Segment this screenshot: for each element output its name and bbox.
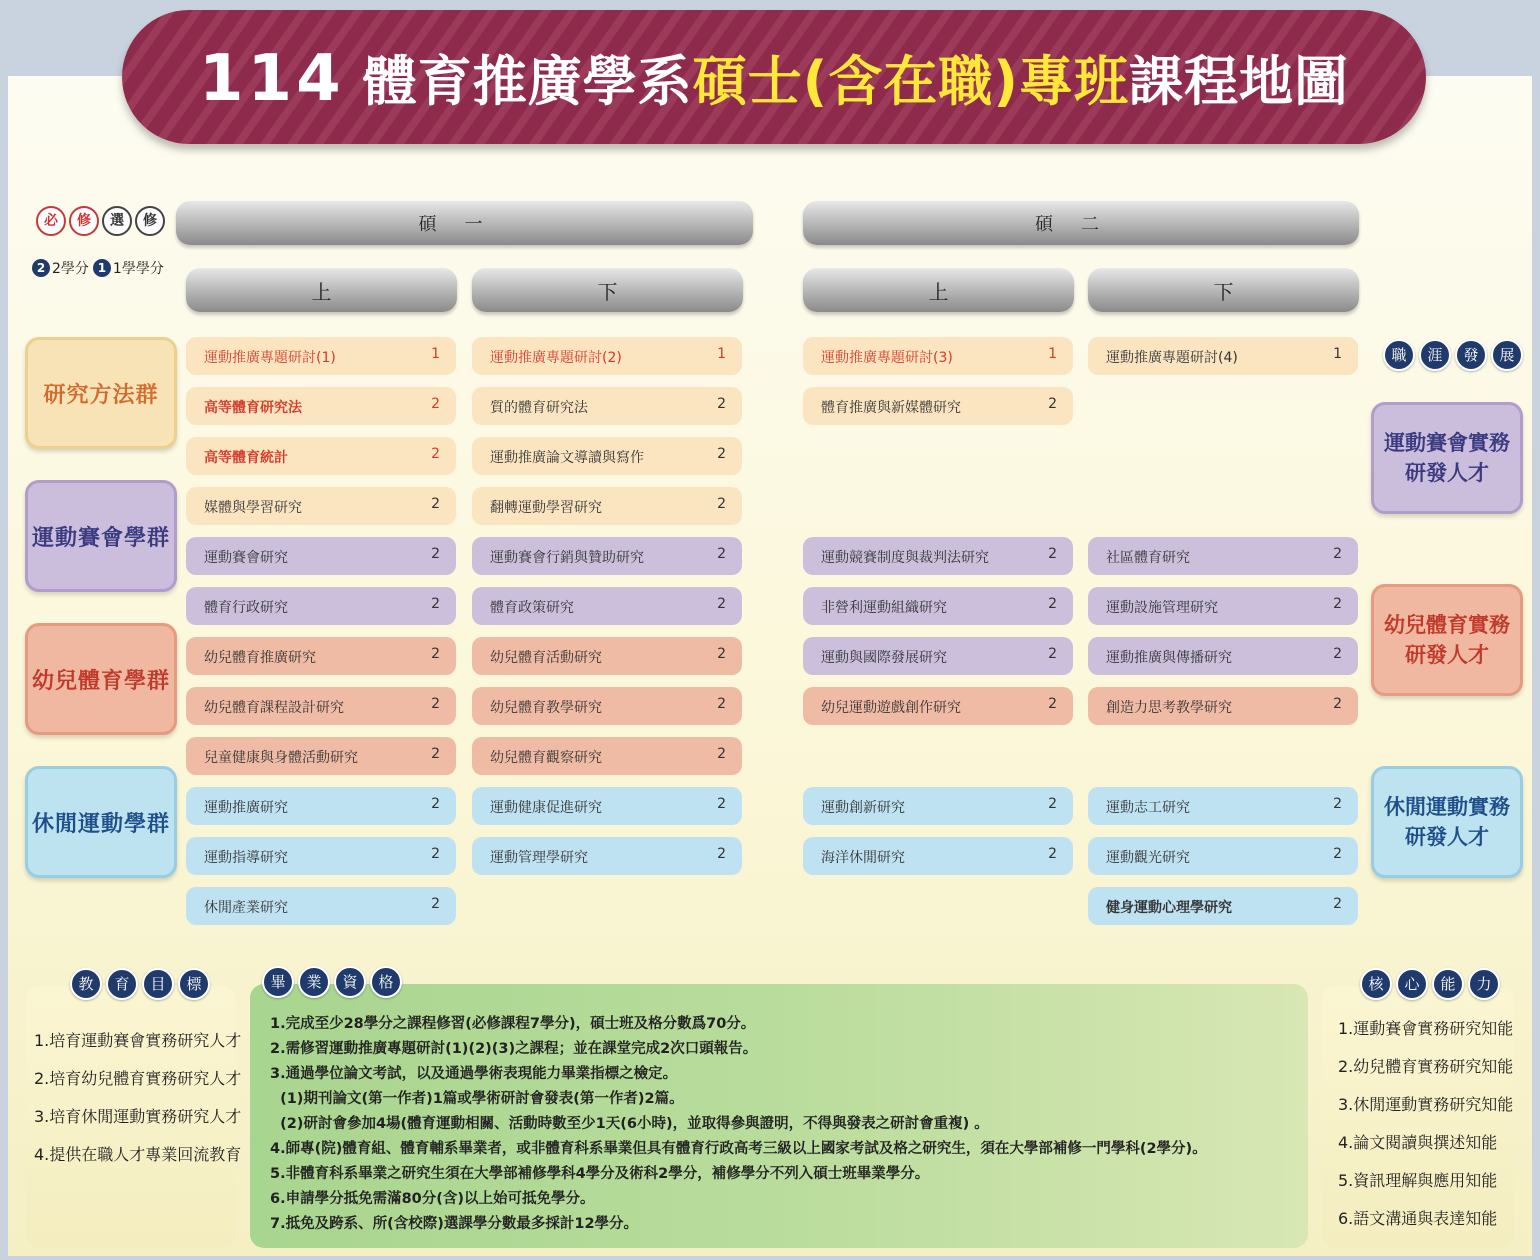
course-name: 體育行政研究	[204, 600, 288, 616]
core-item: 1.運動賽會實務研究知能	[1338, 1019, 1514, 1038]
semester-header-y2-upper: 上	[803, 268, 1074, 312]
course-credits: 2	[431, 396, 440, 412]
title-part3: 課程地圖	[1128, 49, 1349, 113]
course-credits: 2	[1048, 396, 1057, 412]
semester-header-y1-lower: 下	[472, 268, 743, 312]
core-title-char: 核	[1360, 968, 1392, 1000]
semester-header-y1-upper: 上	[186, 268, 457, 312]
graduation-line: 3.通過學位論文考試，以及通過學術表現能力畢業指標之檢定。	[270, 1066, 678, 1082]
credit-badge-1: 1	[93, 259, 111, 277]
credit-label-2: 2學分	[52, 261, 89, 277]
course-box	[186, 587, 456, 625]
education-title-char: 目	[142, 968, 174, 1000]
course-credits: 1	[431, 346, 440, 362]
group-leisure-sport: 休閒運動學群	[25, 766, 177, 878]
course-box	[186, 387, 456, 425]
course-name: 運動推廣專題研討(4)	[1106, 350, 1238, 366]
graduation-line: 7.抵免及跨系、所(含校際)選課學分數最多採計12學分。	[270, 1216, 639, 1232]
course-box	[186, 337, 456, 375]
core-title-char: 心	[1396, 968, 1428, 1000]
course-credits: 2	[431, 496, 440, 512]
core-item: 2.幼兒體育實務研究知能	[1338, 1057, 1514, 1076]
course-box	[472, 537, 742, 575]
course-box	[1088, 587, 1358, 625]
course-name: 運動觀光研究	[1106, 850, 1190, 866]
title-banner	[122, 10, 1426, 144]
course-box	[472, 737, 742, 775]
education-objectives-panel	[26, 975, 242, 1248]
graduation-title-char: 資	[334, 966, 366, 998]
career-title-char: 發	[1455, 339, 1487, 371]
course-box	[472, 687, 742, 725]
course-box	[1088, 837, 1358, 875]
legend-required-elective	[36, 206, 168, 236]
year-header-2: 碩二	[803, 201, 1359, 245]
course-box	[803, 587, 1073, 625]
course-name: 體育推廣與新媒體研究	[821, 400, 961, 416]
career-title-char: 涯	[1419, 339, 1451, 371]
course-credits: 2	[717, 546, 726, 562]
career-child-pe: 幼兒體育實務 研發人才	[1371, 584, 1523, 696]
course-box	[803, 337, 1073, 375]
course-box	[803, 637, 1073, 675]
education-title	[70, 968, 210, 1000]
course-credits: 2	[431, 646, 440, 662]
course-credits: 2	[717, 796, 726, 812]
course-box	[1088, 337, 1358, 375]
course-box	[803, 537, 1073, 575]
course-credits: 2	[431, 846, 440, 862]
course-box	[472, 337, 742, 375]
graduation-line: 4.師專(院)體育組、體育輔系畢業者，或非體育科系畢業但具有體育行政高考三級以上國家考試及格之研究生，須在大學部補修一門學科(2學分)。	[270, 1141, 1207, 1157]
course-name: 運動推廣研究	[204, 800, 288, 816]
title-number: 114	[199, 41, 345, 116]
course-box	[1088, 787, 1358, 825]
course-box	[472, 437, 742, 475]
graduation-line: 2.需修習運動推廣專題研討(1)(2)(3)之課程；並在課堂完成2次口頭報告。	[270, 1041, 758, 1057]
course-credits: 2	[1048, 596, 1057, 612]
course-box	[472, 487, 742, 525]
course-box	[472, 387, 742, 425]
course-name: 運動推廣專題研討(2)	[490, 350, 622, 366]
course-credits: 2	[431, 546, 440, 562]
course-box	[1088, 637, 1358, 675]
course-credits: 2	[717, 746, 726, 762]
course-name: 運動賽會行銷與贊助研究	[490, 550, 644, 566]
course-credits: 2	[1048, 796, 1057, 812]
course-name: 翻轉運動學習研究	[490, 500, 602, 516]
education-item: 4.提供在職人才專業回流教育	[34, 1145, 242, 1164]
graduation-line: (2)研討會參加4場(體育運動相關、活動時數至少1天(6小時)，並取得參與證明，不得與發表之研討會重複) 。	[270, 1116, 989, 1132]
group-child-pe: 幼兒體育學群	[25, 623, 177, 735]
year-header-1: 碩一	[176, 201, 753, 245]
course-box	[186, 437, 456, 475]
course-credits: 2	[717, 446, 726, 462]
career-leisure-sport: 休閒運動實務 研發人才	[1371, 766, 1523, 878]
course-name: 非營利運動組織研究	[821, 600, 947, 616]
course-name: 幼兒體育推廣研究	[204, 650, 316, 666]
legend-credits	[32, 258, 168, 278]
course-name: 運動推廣與傳播研究	[1106, 650, 1232, 666]
course-box	[472, 787, 742, 825]
course-name: 休閒產業研究	[204, 900, 288, 916]
core-title-char: 能	[1432, 968, 1464, 1000]
course-box	[186, 887, 456, 925]
course-box	[186, 737, 456, 775]
course-credits: 2	[717, 696, 726, 712]
course-credits: 2	[431, 896, 440, 912]
course-name: 體育政策研究	[490, 600, 574, 616]
course-name: 運動推廣專題研討(1)	[204, 350, 336, 366]
course-box	[472, 637, 742, 675]
core-item: 4.論文閱讀與撰述知能	[1338, 1133, 1498, 1152]
course-box	[472, 837, 742, 875]
course-name: 幼兒運動遊戲創作研究	[821, 700, 961, 716]
course-name: 健身運動心理學研究	[1106, 900, 1232, 916]
course-name: 運動設施管理研究	[1106, 600, 1218, 616]
course-name: 運動推廣論文導讀與寫作	[490, 450, 644, 466]
career-title	[1383, 339, 1523, 371]
course-credits: 2	[1048, 696, 1057, 712]
legend-ele-2: 修	[135, 206, 165, 236]
credit-label-1: 1學學分	[112, 261, 164, 277]
course-box	[186, 537, 456, 575]
course-box	[186, 837, 456, 875]
career-title-char: 展	[1491, 339, 1523, 371]
education-title-char: 教	[70, 968, 102, 1000]
graduation-title-char: 畢	[262, 966, 294, 998]
course-name: 海洋休閒研究	[821, 850, 905, 866]
course-name: 運動與國際發展研究	[821, 650, 947, 666]
course-credits: 2	[1333, 646, 1342, 662]
course-box	[803, 687, 1073, 725]
course-name: 創造力思考教學研究	[1106, 700, 1232, 716]
course-box	[1088, 537, 1358, 575]
course-credits: 2	[1333, 696, 1342, 712]
graduation-title-char: 格	[370, 966, 402, 998]
course-credits: 2	[1048, 846, 1057, 862]
graduation-line: 6.申請學分抵免需滿80分(含)以上始可抵免學分。	[270, 1191, 595, 1207]
semester-header-y2-lower: 下	[1088, 268, 1359, 312]
course-credits: 2	[1333, 796, 1342, 812]
course-credits: 2	[1333, 546, 1342, 562]
course-name: 運動管理學研究	[490, 850, 588, 866]
course-name: 運動競賽制度與裁判法研究	[821, 550, 989, 566]
core-title-char: 力	[1468, 968, 1500, 1000]
course-credits: 2	[1333, 896, 1342, 912]
core-title	[1360, 968, 1500, 1000]
course-box	[186, 487, 456, 525]
core-competencies-panel	[1322, 975, 1514, 1248]
course-box	[803, 787, 1073, 825]
education-title-char: 標	[178, 968, 210, 1000]
course-name: 質的體育研究法	[490, 400, 588, 416]
course-credits: 2	[717, 396, 726, 412]
course-credits: 2	[717, 646, 726, 662]
course-box	[186, 787, 456, 825]
course-name: 幼兒體育課程設計研究	[204, 700, 344, 716]
graduation-line: 1.完成至少28學分之課程修習(必修課程7學分)，碩士班及格分數爲70分。	[270, 1016, 756, 1032]
core-item: 6.語文溝通與表達知能	[1338, 1209, 1498, 1228]
course-credits: 2	[717, 496, 726, 512]
course-credits: 2	[431, 596, 440, 612]
course-name: 運動指導研究	[204, 850, 288, 866]
course-box	[186, 687, 456, 725]
course-name: 社區體育研究	[1106, 550, 1190, 566]
legend-ele-1: 選	[102, 206, 132, 236]
core-item: 3.休閒運動實務研究知能	[1338, 1095, 1514, 1114]
education-item: 1.培育運動賽會實務研究人才	[34, 1031, 242, 1050]
course-credits: 2	[1048, 646, 1057, 662]
course-name: 高等體育研究法	[204, 400, 302, 416]
course-name: 媒體與學習研究	[204, 500, 302, 516]
course-credits: 1	[1333, 346, 1342, 362]
course-name: 幼兒體育觀察研究	[490, 750, 602, 766]
education-title-char: 育	[106, 968, 138, 1000]
course-box	[803, 387, 1073, 425]
course-name: 運動志工研究	[1106, 800, 1190, 816]
course-credits: 1	[1048, 346, 1057, 362]
course-credits: 2	[1333, 846, 1342, 862]
course-credits: 2	[431, 746, 440, 762]
graduation-line: (1)期刊論文(第一作者)1篇或學術研討會發表(第一作者)2篇。	[270, 1091, 684, 1107]
graduation-title	[262, 966, 402, 998]
course-box	[803, 837, 1073, 875]
course-box	[1088, 687, 1358, 725]
career-title-char: 職	[1383, 339, 1415, 371]
credit-badge-2: 2	[32, 259, 50, 277]
course-credits: 2	[431, 796, 440, 812]
legend-req-1: 必	[36, 206, 66, 236]
course-name: 兒童健康與身體活動研究	[204, 750, 358, 766]
course-credits: 2	[431, 446, 440, 462]
graduation-title-char: 業	[298, 966, 330, 998]
course-name: 運動賽會研究	[204, 550, 288, 566]
course-name: 幼兒體育活動研究	[490, 650, 602, 666]
course-name: 運動創新研究	[821, 800, 905, 816]
course-name: 高等體育統計	[204, 450, 288, 466]
education-item: 3.培育休閒運動實務研究人才	[34, 1107, 242, 1126]
course-name: 運動健康促進研究	[490, 800, 602, 816]
course-credits: 2	[1048, 546, 1057, 562]
course-credits: 2	[431, 696, 440, 712]
graduation-line: 5.非體育科系畢業之研究生須在大學部補修學科4學分及術科2學分，補修學分不列入碩士班畢業學分。	[270, 1166, 930, 1182]
course-box	[1088, 887, 1358, 925]
education-item: 2.培育幼兒體育實務研究人才	[34, 1069, 242, 1088]
legend-req-2: 修	[69, 206, 99, 236]
graduation-requirements-panel	[250, 973, 1308, 1248]
course-name: 幼兒體育教學研究	[490, 700, 602, 716]
title-part1: 體育推廣學系	[362, 49, 693, 113]
course-box	[186, 637, 456, 675]
course-credits: 2	[717, 846, 726, 862]
course-credits: 1	[717, 346, 726, 362]
group-sport-events: 運動賽會學群	[25, 480, 177, 592]
core-item: 5.資訊理解與應用知能	[1338, 1171, 1498, 1190]
title-part2: 碩士(含在職)專班	[692, 49, 1129, 113]
career-sport-events: 運動賽會實務 研發人才	[1371, 402, 1523, 514]
course-credits: 2	[1333, 596, 1342, 612]
course-credits: 2	[717, 596, 726, 612]
group-research-methods: 研究方法群	[25, 337, 177, 449]
course-name: 運動推廣專題研討(3)	[821, 350, 953, 366]
course-box	[472, 587, 742, 625]
